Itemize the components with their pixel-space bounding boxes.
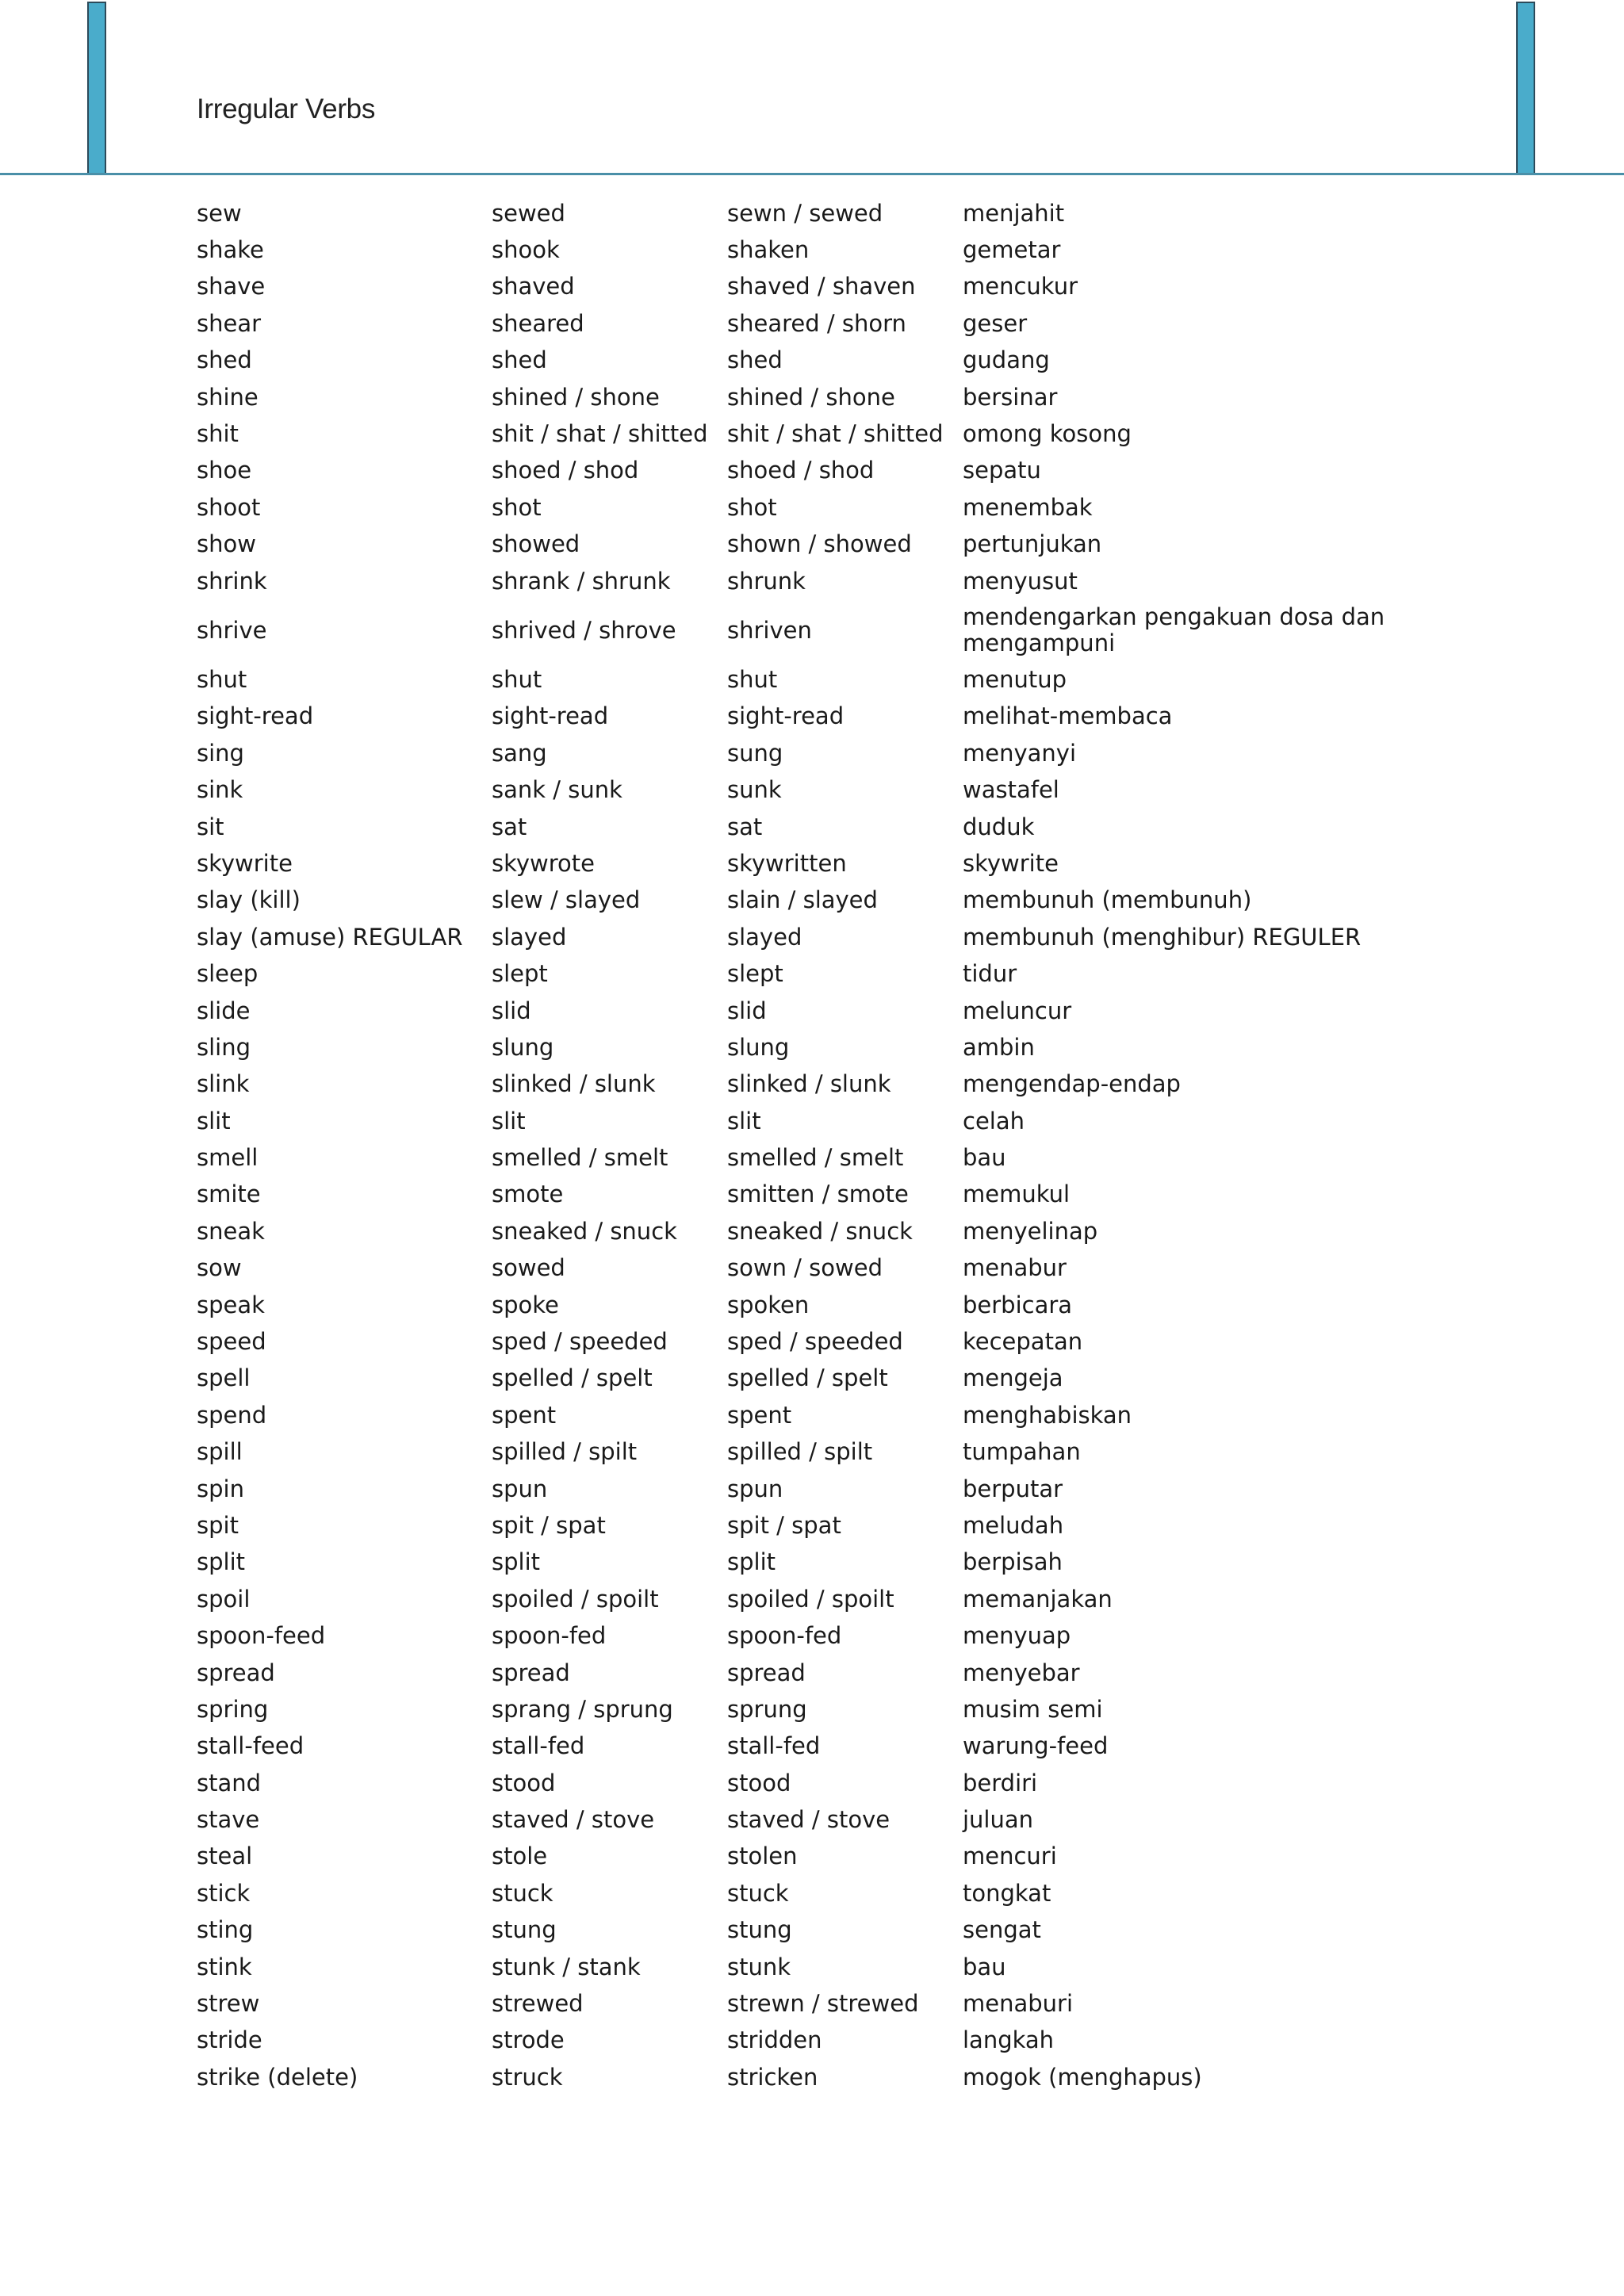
past-participle-cell: spoken	[727, 1291, 810, 1318]
table-row	[197, 1139, 1402, 1176]
past-tense-cell: slung	[492, 1033, 554, 1061]
meaning-cell: bau	[963, 1953, 1006, 1980]
past-tense-cell: slew / slayed	[492, 886, 641, 914]
meaning-cell: duduk	[963, 813, 1035, 840]
past-participle-cell: shaved / shaven	[727, 273, 916, 300]
past-participle-cell: slinked / slunk	[727, 1070, 891, 1098]
past-participle-cell: sewn / sewed	[727, 199, 883, 227]
table-row	[197, 1360, 1402, 1397]
table-row	[197, 1287, 1402, 1323]
table-row	[197, 379, 1402, 415]
past-participle-cell: sneaked / snuck	[727, 1217, 913, 1245]
base-form-cell: shave	[197, 273, 266, 300]
table-row	[197, 1177, 1402, 1213]
base-form-cell: stall-feed	[197, 1732, 304, 1760]
meaning-cell: menyebar	[963, 1659, 1080, 1686]
base-form-cell: sow	[197, 1254, 242, 1282]
past-tense-cell: stunk / stank	[492, 1953, 641, 1980]
base-form-cell: sling	[197, 1033, 251, 1061]
meaning-cell: berbicara	[963, 1291, 1073, 1318]
table-row	[197, 1471, 1402, 1507]
table-row	[197, 1397, 1402, 1433]
past-tense-cell: sped / speeded	[492, 1328, 668, 1356]
base-form-cell: sight-read	[197, 702, 314, 730]
past-participle-cell: slit	[727, 1107, 761, 1135]
past-tense-cell: sight-read	[492, 702, 609, 730]
base-form-cell: strike (delete)	[197, 2063, 358, 2091]
base-form-cell: stink	[197, 1953, 252, 1980]
past-participle-cell: stridden	[727, 2026, 822, 2054]
base-form-cell: spend	[197, 1401, 267, 1429]
meaning-cell: mogok (menghapus)	[963, 2063, 1202, 2091]
past-tense-cell: shed	[492, 346, 547, 374]
base-form-cell: stave	[197, 1806, 260, 1834]
meaning-cell: menyusut	[963, 567, 1078, 595]
meaning-cell: langkah	[963, 2026, 1055, 2054]
base-form-cell: sink	[197, 776, 243, 804]
table-row	[197, 1801, 1402, 1838]
past-participle-cell: sung	[727, 739, 783, 767]
verb-table-body	[197, 195, 1402, 2096]
base-form-cell: shear	[197, 309, 262, 337]
past-participle-cell: spun	[727, 1475, 783, 1502]
past-tense-cell: slinked / slunk	[492, 1070, 656, 1098]
table-row	[197, 1691, 1402, 1728]
base-form-cell: steal	[197, 1843, 253, 1870]
meaning-cell: gudang	[963, 346, 1050, 374]
base-form-cell: speak	[197, 1291, 265, 1318]
base-form-cell: shoe	[197, 457, 252, 484]
table-row	[197, 526, 1402, 563]
past-participle-cell: stunk	[727, 1953, 791, 1980]
table-row	[197, 1434, 1402, 1471]
past-tense-cell: shoed / shod	[492, 457, 639, 484]
meaning-cell: wastafel	[963, 776, 1059, 804]
table-row	[197, 415, 1402, 452]
past-tense-cell: sat	[492, 813, 527, 840]
meaning-cell: menghabiskan	[963, 1401, 1132, 1429]
meaning-cell: menyuap	[963, 1622, 1071, 1650]
past-participle-cell: slain / slayed	[727, 886, 878, 914]
past-tense-cell: shrank / shrunk	[492, 567, 671, 595]
meaning-cell: pertunjukan	[963, 530, 1102, 558]
base-form-cell: shut	[197, 665, 247, 693]
meaning-cell: sepatu	[963, 457, 1041, 484]
past-tense-cell: shaved	[492, 273, 575, 300]
past-tense-cell: shook	[492, 236, 560, 264]
table-row	[197, 1617, 1402, 1654]
past-participle-cell: spilled / spilt	[727, 1438, 873, 1466]
table-row	[197, 1066, 1402, 1103]
past-participle-cell: sown / sowed	[727, 1254, 883, 1282]
past-participle-cell: sprung	[727, 1695, 807, 1723]
meaning-cell: menutup	[963, 665, 1067, 693]
base-form-cell: slink	[197, 1070, 250, 1098]
table-row	[197, 919, 1402, 955]
base-form-cell: spill	[197, 1438, 243, 1466]
past-participle-cell: spelled / spelt	[727, 1364, 888, 1392]
meaning-cell: membunuh (membunuh)	[963, 886, 1252, 914]
table-row	[197, 1250, 1402, 1287]
past-tense-cell: sang	[492, 739, 547, 767]
table-row	[197, 195, 1402, 232]
base-form-cell: slide	[197, 997, 251, 1024]
base-form-cell: shrive	[197, 616, 267, 644]
page-title: Irregular Verbs	[197, 94, 376, 124]
meaning-cell: meluncur	[963, 997, 1072, 1024]
meaning-cell: menyelinap	[963, 1217, 1098, 1245]
past-participle-cell: shown / showed	[727, 530, 912, 558]
base-form-cell: slay (amuse) REGULAR	[197, 923, 463, 951]
meaning-cell: geser	[963, 309, 1028, 337]
past-participle-cell: sped / speeded	[727, 1328, 903, 1356]
meaning-cell: omong kosong	[963, 420, 1132, 448]
meaning-cell: gemetar	[963, 236, 1061, 264]
table-row	[197, 771, 1402, 808]
table-row	[197, 1949, 1402, 1985]
base-form-cell: shed	[197, 346, 252, 374]
base-form-cell: smite	[197, 1181, 261, 1208]
past-tense-cell: spent	[492, 1401, 557, 1429]
table-row	[197, 845, 1402, 882]
meaning-cell: menembak	[963, 493, 1093, 521]
meaning-cell: mencuri	[963, 1843, 1057, 1870]
base-form-cell: stride	[197, 2026, 262, 2054]
past-participle-cell: slung	[727, 1033, 790, 1061]
past-tense-cell: spoke	[492, 1291, 559, 1318]
table-row	[197, 1029, 1402, 1066]
base-form-cell: shake	[197, 236, 264, 264]
base-form-cell: spread	[197, 1659, 275, 1686]
past-tense-cell: stuck	[492, 1879, 553, 1907]
meaning-cell: ambin	[963, 1033, 1035, 1061]
base-form-cell: spoil	[197, 1585, 251, 1613]
past-tense-cell: stall-fed	[492, 1732, 585, 1760]
past-participle-cell: strewn / strewed	[727, 1990, 919, 2018]
table-row	[197, 1544, 1402, 1581]
base-form-cell: spring	[197, 1695, 269, 1723]
meaning-cell: menyanyi	[963, 739, 1077, 767]
table-row	[197, 882, 1402, 919]
meaning-cell: mengendap-endap	[963, 1070, 1181, 1098]
past-participle-cell: spoiled / spoilt	[727, 1585, 894, 1613]
past-tense-cell: stole	[492, 1843, 548, 1870]
meaning-cell: berpisah	[963, 1548, 1063, 1576]
base-form-cell: speed	[197, 1328, 266, 1356]
past-participle-cell: stung	[727, 1916, 792, 1944]
meaning-cell: sengat	[963, 1916, 1041, 1944]
meaning-cell: mengeja	[963, 1364, 1063, 1392]
past-participle-cell: slept	[727, 960, 783, 988]
table-row	[197, 698, 1402, 735]
table-row	[197, 1323, 1402, 1360]
meaning-cell: melihat-membaca	[963, 702, 1173, 730]
meaning-cell: mencukur	[963, 273, 1078, 300]
past-tense-cell: shot	[492, 493, 542, 521]
past-participle-cell: shit / shat / shitted	[727, 420, 944, 448]
table-row	[197, 599, 1402, 661]
past-tense-cell: slit	[492, 1107, 526, 1135]
table-row	[197, 342, 1402, 379]
meaning-cell: meludah	[963, 1511, 1064, 1539]
past-tense-cell: sewed	[492, 199, 565, 227]
past-participle-cell: spit / spat	[727, 1511, 841, 1539]
base-form-cell: split	[197, 1548, 246, 1576]
base-form-cell: shrink	[197, 567, 267, 595]
table-row	[197, 489, 1402, 526]
past-tense-cell: slept	[492, 960, 548, 988]
table-row	[197, 1765, 1402, 1801]
base-form-cell: stand	[197, 1769, 262, 1797]
base-form-cell: spoon-feed	[197, 1622, 326, 1650]
meaning-cell: tumpahan	[963, 1438, 1081, 1466]
past-tense-cell: shut	[492, 665, 542, 693]
past-participle-cell: shined / shone	[727, 383, 895, 411]
past-tense-cell: shrived / shrove	[492, 616, 676, 644]
base-form-cell: shit	[197, 420, 239, 448]
meaning-cell: bersinar	[963, 383, 1058, 411]
meaning-cell: menaburi	[963, 1990, 1074, 2018]
past-tense-cell: smote	[492, 1181, 564, 1208]
base-form-cell: slay (kill)	[197, 886, 301, 914]
base-form-cell: strew	[197, 1990, 260, 2018]
table-row	[197, 809, 1402, 845]
base-form-cell: spin	[197, 1475, 244, 1502]
meaning-cell: berdiri	[963, 1769, 1038, 1797]
past-tense-cell: showed	[492, 530, 580, 558]
past-participle-cell: stall-fed	[727, 1732, 821, 1760]
meaning-cell: mendengarkan pengakuan dosa dan mengampuni	[963, 603, 1385, 657]
table-row	[197, 2022, 1402, 2059]
base-form-cell: sit	[197, 813, 224, 840]
meaning-cell: menabur	[963, 1254, 1067, 1282]
past-tense-cell: spun	[492, 1475, 548, 1502]
past-participle-cell: stuck	[727, 1879, 789, 1907]
past-tense-cell: spit / spat	[492, 1511, 606, 1539]
table-row	[197, 735, 1402, 771]
base-form-cell: spell	[197, 1364, 251, 1392]
past-participle-cell: shot	[727, 493, 777, 521]
past-participle-cell: smitten / smote	[727, 1181, 909, 1208]
past-tense-cell: skywrote	[492, 849, 595, 877]
table-row	[197, 955, 1402, 992]
header-right-bar	[1516, 2, 1535, 174]
base-form-cell: show	[197, 530, 256, 558]
past-participle-cell: spread	[727, 1659, 806, 1686]
base-form-cell: shoot	[197, 493, 261, 521]
table-row	[197, 1985, 1402, 2022]
past-tense-cell: staved / stove	[492, 1806, 655, 1834]
past-participle-cell: sat	[727, 813, 763, 840]
past-participle-cell: spoon-fed	[727, 1622, 842, 1650]
past-participle-cell: slayed	[727, 923, 802, 951]
past-tense-cell: spoiled / spoilt	[492, 1585, 659, 1613]
past-tense-cell: smelled / smelt	[492, 1144, 668, 1172]
table-row	[197, 1839, 1402, 1875]
table-row	[197, 1103, 1402, 1139]
past-tense-cell: shined / shone	[492, 383, 660, 411]
past-participle-cell: stolen	[727, 1843, 798, 1870]
header-left-bar	[87, 2, 106, 174]
base-form-cell: smell	[197, 1144, 259, 1172]
past-tense-cell: spread	[492, 1659, 570, 1686]
table-row	[197, 1728, 1402, 1765]
table-row	[197, 305, 1402, 342]
past-tense-cell: stood	[492, 1769, 556, 1797]
past-participle-cell: sight-read	[727, 702, 845, 730]
past-participle-cell: spent	[727, 1401, 792, 1429]
meaning-cell: berputar	[963, 1475, 1063, 1502]
past-tense-cell: strode	[492, 2026, 565, 2054]
meaning-cell: tongkat	[963, 1879, 1051, 1907]
base-form-cell: shine	[197, 383, 259, 411]
base-form-cell: sneak	[197, 1217, 265, 1245]
past-participle-cell: shrunk	[727, 567, 806, 595]
past-participle-cell: smelled / smelt	[727, 1144, 904, 1172]
table-row	[197, 1507, 1402, 1544]
header-divider	[0, 173, 1624, 175]
past-tense-cell: shit / shat / shitted	[492, 420, 708, 448]
past-participle-cell: skywritten	[727, 849, 847, 877]
past-tense-cell: spilled / spilt	[492, 1438, 638, 1466]
table-row	[197, 1912, 1402, 1949]
base-form-cell: sleep	[197, 960, 259, 988]
table-row	[197, 1655, 1402, 1691]
past-participle-cell: shut	[727, 665, 778, 693]
past-participle-cell: staved / stove	[727, 1806, 891, 1834]
past-tense-cell: spelled / spelt	[492, 1364, 653, 1392]
past-participle-cell: stood	[727, 1769, 791, 1797]
past-tense-cell: sneaked / snuck	[492, 1217, 677, 1245]
table-row	[197, 269, 1402, 305]
table-row	[197, 563, 1402, 599]
meaning-cell: musim semi	[963, 1695, 1103, 1723]
table-row	[197, 2059, 1402, 2095]
past-participle-cell: shriven	[727, 616, 812, 644]
meaning-cell: bau	[963, 1144, 1006, 1172]
past-tense-cell: stung	[492, 1916, 557, 1944]
base-form-cell: sing	[197, 739, 244, 767]
meaning-cell: menjahit	[963, 199, 1065, 227]
past-tense-cell: spoon-fed	[492, 1622, 607, 1650]
table-row	[197, 453, 1402, 489]
past-tense-cell: sowed	[492, 1254, 565, 1282]
past-participle-cell: stricken	[727, 2063, 818, 2091]
past-participle-cell: sheared / shorn	[727, 309, 906, 337]
meaning-cell: membunuh (menghibur) REGULER	[963, 923, 1362, 951]
past-tense-cell: strewed	[492, 1990, 584, 2018]
past-tense-cell: slayed	[492, 923, 567, 951]
base-form-cell: slit	[197, 1107, 231, 1135]
base-form-cell: skywrite	[197, 849, 293, 877]
table-row	[197, 661, 1402, 698]
meaning-cell: memanjakan	[963, 1585, 1113, 1613]
base-form-cell: stick	[197, 1879, 251, 1907]
meaning-cell: memukul	[963, 1181, 1071, 1208]
meaning-cell: skywrite	[963, 849, 1059, 877]
table-row	[197, 993, 1402, 1029]
past-participle-cell: split	[727, 1548, 776, 1576]
meaning-cell: juluan	[963, 1806, 1034, 1834]
past-tense-cell: split	[492, 1548, 541, 1576]
past-tense-cell: slid	[492, 997, 531, 1024]
past-tense-cell: sheared	[492, 309, 584, 337]
table-row	[197, 1581, 1402, 1617]
table-row	[197, 1213, 1402, 1249]
past-participle-cell: shed	[727, 346, 783, 374]
verb-table	[197, 195, 1402, 2096]
base-form-cell: sew	[197, 199, 242, 227]
past-tense-cell: struck	[492, 2063, 563, 2091]
meaning-cell: tidur	[963, 960, 1017, 988]
meaning-cell: kecepatan	[963, 1328, 1083, 1356]
base-form-cell: sting	[197, 1916, 254, 1944]
past-tense-cell: sprang / sprung	[492, 1695, 673, 1723]
past-participle-cell: shoed / shod	[727, 457, 875, 484]
past-participle-cell: sunk	[727, 776, 782, 804]
past-participle-cell: slid	[727, 997, 767, 1024]
table-row	[197, 1875, 1402, 1911]
past-participle-cell: shaken	[727, 236, 810, 264]
base-form-cell: spit	[197, 1511, 239, 1539]
meaning-cell: warung-feed	[963, 1732, 1109, 1760]
table-row	[197, 232, 1402, 268]
meaning-cell: celah	[963, 1107, 1025, 1135]
past-tense-cell: sank / sunk	[492, 776, 622, 804]
